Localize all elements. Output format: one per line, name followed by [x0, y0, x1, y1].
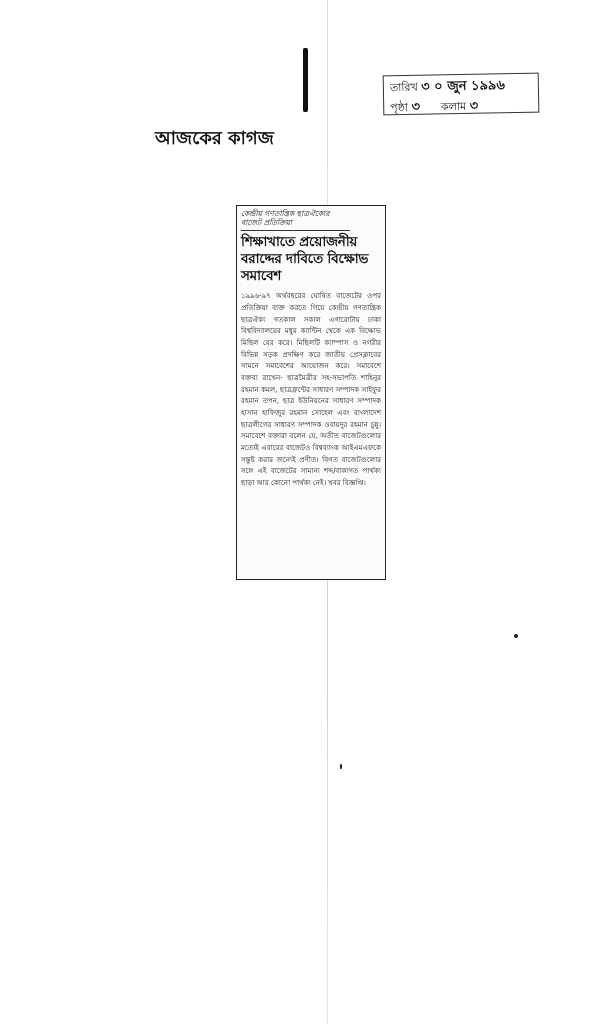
stamp-page-row — [390, 95, 532, 117]
clipping-body: ১৯৯৬-৯৭ অর্থবছরের ঘোষিত বাজেটের ওপর প্রতিক্রিয়া ব্যক্ত করতে গিয়ে কেন্দ্রীয় গণতান্ত্রিক ছাত্রঐক্য গতকাল সকাল এগারোটায় ঢাকা বিশ্ববিদ্যালয়ের মধুর ক্যান্টিন থেকে এক বিক্ষোভ মিছিল বের করে। মিছিলটি ক্যাম্পাস ও নগরীর বিভিন্ন সড়ক প্রদক্ষিণ করে জাতীয় প্রেসক্লাবের সামনে সমাবেশের আয়োজন করে। সমাবেশে বক্তব্য রাখেন- ছাত্রমৈত্রীর সহ-সভাপতি শাহিনুর রহমান কমল, ছাত্রফ্রন্টের সাধারণ সম্পাদক সাইফুর রহমান তপন, ছাত্র ইউনিয়নের সাধারণ সম্পাদক হাসান হাফিজুর রহমান সোহেল এবং বাংলাদেশ ছাত্রলীগের সাধারণ সম্পাদক ওবায়দুর রহমান চুন্নু। সমাবেশে বক্তারা বলেন যে, অতীত বাজেটগুলোর মতোই এবারের বাজেটও বিশ্বব্যাংক আইএমএফকে সন্তুষ্ট করার জন্যেই প্রণীত। বিগত বাজেটগুলোর সঙ্গে এই বাজেটের সামান্য শব্দ/বাক্যগত পার্থক্য ছাড়া আর কোনো পার্থক্য নেই। খবর বিজ্ঞপ্তি। — [241, 291, 381, 487]
margin-bar-mark — [303, 48, 308, 112]
stamp-date-label: তারিখ — [389, 80, 418, 95]
stamp-column-label: কলাম — [440, 99, 467, 113]
stamp-date-value: ৩ ০ জুন ১৯৯৬ — [421, 78, 506, 95]
newspaper-clipping — [236, 205, 386, 580]
newspaper-name: আজকের কাগজ — [155, 128, 274, 149]
scan-speck — [514, 634, 518, 638]
clipping-kicker: কেন্দ্রীয় গণতান্ত্রিক ছাত্রঐক্যের বাজেট প্রতিক্রিয়া — [241, 209, 350, 231]
stamp-column-value: ৩ — [469, 98, 479, 114]
clipping-headline: শিক্ষাখাতে প্রয়োজনীয় বরাদ্দের দাবিতে বিক্ষোভ সমাবেশ — [241, 233, 369, 284]
stamp-page-value: ৩ — [411, 99, 421, 115]
stamp-date-row — [390, 76, 532, 98]
scan-speck — [340, 764, 342, 769]
date-stamp — [383, 73, 540, 116]
stamp-page-label: পৃষ্ঠা — [390, 100, 409, 114]
